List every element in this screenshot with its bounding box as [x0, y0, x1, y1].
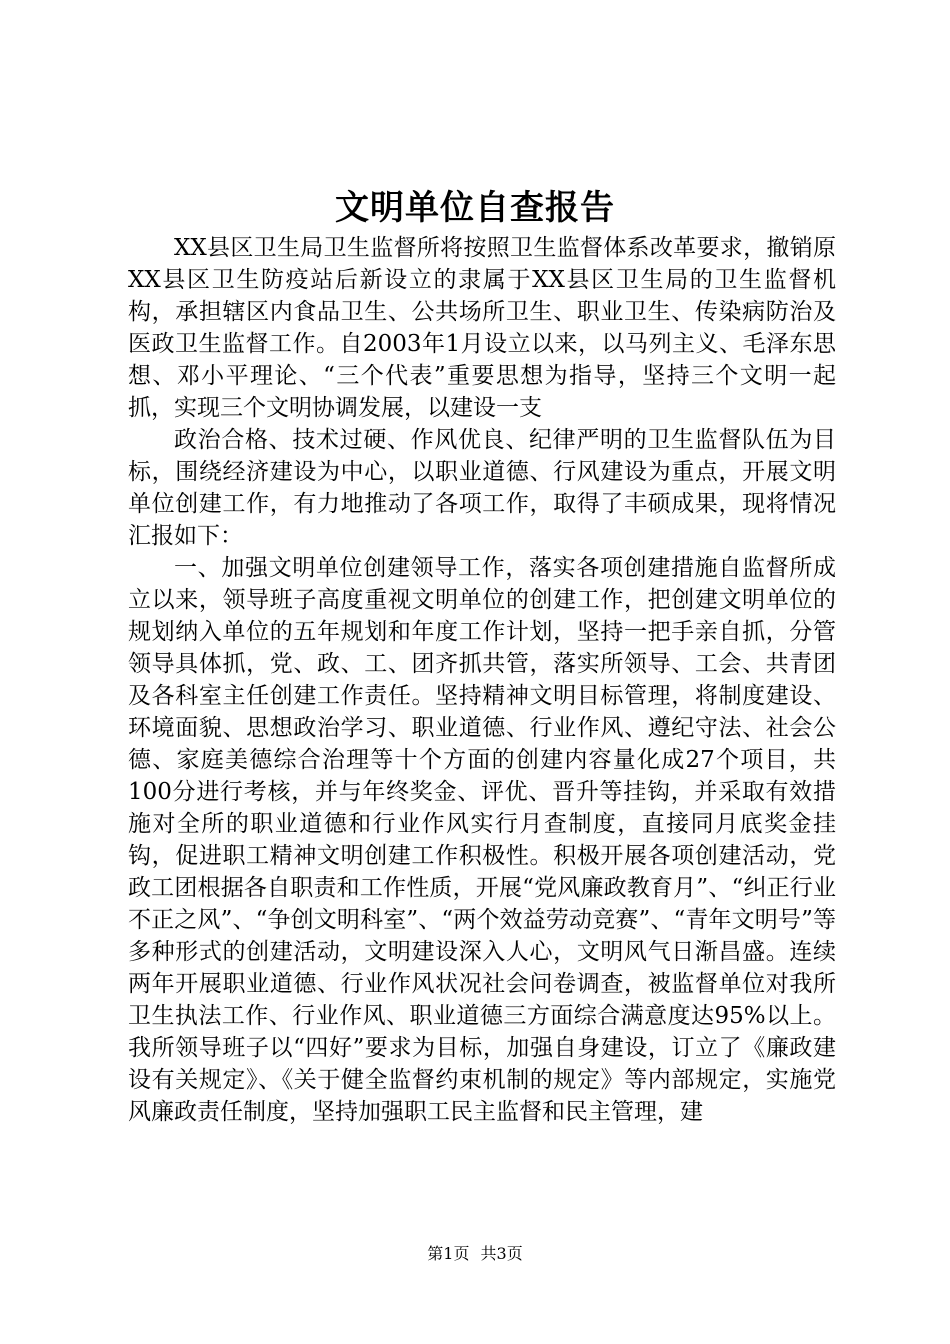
page-footer — [0, 1242, 950, 1266]
paragraph: 政治合格、技术过硬、作风优良、纪律严明的卫生监督队伍为目标，围绕经济建设为中心，以职业道德、行风建设为重点，开展文明单位创建工作，有力地推动了各项工作，取得了丰硕成果，现将情况汇报如下： — [128, 427, 836, 549]
document-title: 文明单位自查报告 — [335, 188, 615, 228]
page-total: 共3页 — [480, 1244, 523, 1263]
paragraph: XX县区卫生局卫生监督所将按照卫生监督体系改革要求，撤销原XX县区卫生防疫站后新设立的隶属于XX县区卫生局的卫生监督机构，承担辖区内食品卫生、公共场所卫生、职业卫生、传染病防治及医政卫生监督工作。自2003年1月设立以来，以马列主义、毛泽东思想、邓小平理论、“三个代表”重要思想为指导，坚持三个文明一起抓，实现三个文明协调发展，以建设一支 — [128, 235, 836, 421]
page-number: 第1页 — [427, 1244, 470, 1263]
paragraph: 一、加强文明单位创建领导工作，落实各项创建措施自监督所成立以来，领导班子高度重视文明单位的创建工作，把创建文明单位的规划纳入单位的五年规划和年度工作计划，坚持一把手亲自抓，分管领导具体抓，党、政、工、团齐抓共管，落实所领导、工会、共青团及各科室主任创建工作责任。坚持精神文明目标管理，将制度建设、环境面貌、思想政治学习、职业道德、行业作风、遵纪守法、社会公德、家庭美德综合治理等十个方面的创建内容量化成27个项目，共100分进行考核，并与年终奖金、评优、晋升等挂钩，并采取有效措施对全所的职业道德和行业作风实行月查制度，直接同月底奖金挂钩，促进职工精神文明创建工作积极性。积极开展各项创建活动，党政工团根据各自职责和工作性质，开展“党风廉政教育月”、“纠正行业不正之风”、“争创文明科室”、“两个效益劳动竞赛”、“青年文明号”等多种形式的创建活动，文明建设深入人心，文明风气日渐昌盛。连续两年开展职业道德、行业作风状况社会问卷调查，被监督单位对我所卫生执法工作、行业作风、职业道德三方面综合满意度达95%以上。我所领导班子以“四好”要求为目标，加强自身建设，订立了《廉政建设有关规定》、《关于健全监督约束机制的规定》等内部规定，实施党风廉政责任制度，坚持加强职工民主监督和民主管理，建 — [128, 555, 836, 1125]
document-body — [128, 232, 836, 1128]
